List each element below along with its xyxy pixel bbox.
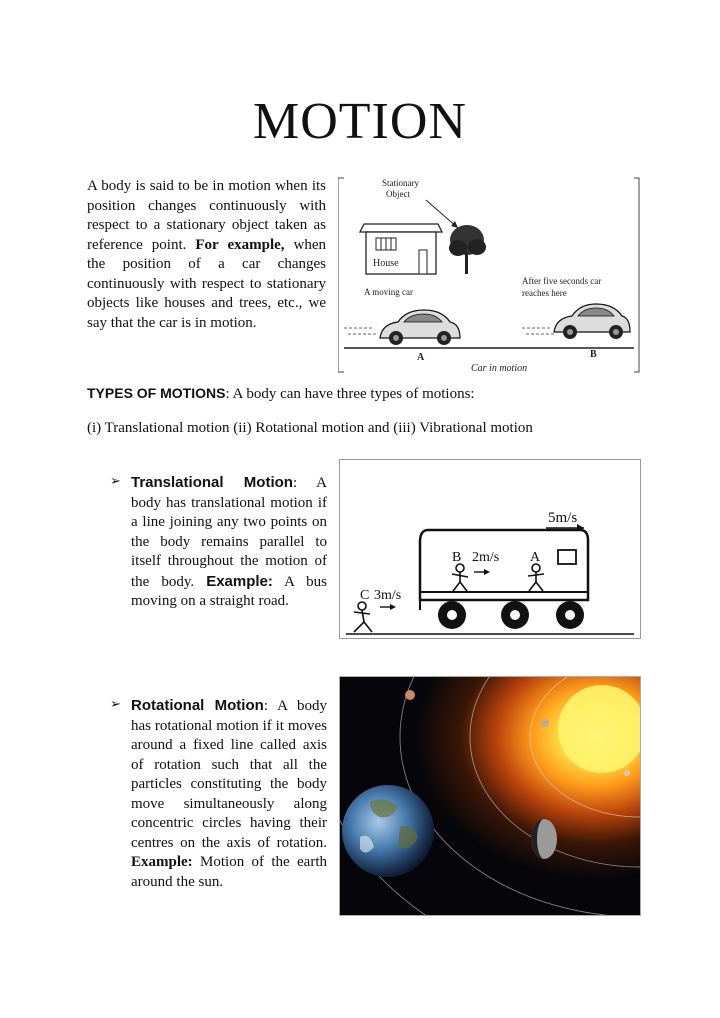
planet-icon [541,719,549,727]
figure-caption: Car in motion [471,363,528,374]
car-at-b-icon [522,304,630,339]
stationary-label-line1: Stationary [382,178,419,188]
intro-text: A body is said to be in motion when its position changes continuously with respect to a stationary object taken as reference point. [87,178,326,253]
page-title: MOTION [253,93,467,150]
intro-text-continued: when the position of a car changes continuously with respect to stationary objects like houses and trees, etc., we say that the car is in motion. [87,236,327,331]
planet-icon [624,770,630,776]
rotational-colon: : [263,698,268,714]
arrowhead-bullet-icon: ➢ [110,474,121,489]
types-heading-rest: : A body can have three types of motions: [225,386,475,402]
types-list-line: (i) Translational motion (ii) Rotational motion and (iii) Vibrational motion [87,420,533,436]
earth-icon [342,785,434,877]
person-c-label: C [360,588,370,603]
translational-example-label: Example: [206,572,273,590]
house-label: House [373,258,399,269]
bus-figure [339,459,641,639]
person-c-speed: 3m/s [374,588,402,603]
rotational-paragraph [131,696,327,892]
rotational-term: Rotational Motion [131,697,264,714]
translational-paragraph [131,473,327,612]
point-a-label: A [417,352,425,363]
person-b-label: B [452,550,462,565]
bus-icon [420,530,588,629]
translational-text: A body has translational motion if a line joining any two points on the body remains parallel to itself throughout the motion of the body. [131,475,327,590]
person-b-speed: 2m/s [472,550,500,565]
rotational-text: A body has rotational motion if it moves around a fixed line called axis of rotation such that all the particles constituting the body move simultaneously along concentric circles having their centres on the axis of rotation. [131,698,327,851]
translational-term: Translational Motion [131,474,293,491]
after-five-seconds-label: After five seconds car [522,276,602,286]
moving-car-label: A moving car [364,287,413,297]
types-heading: TYPES OF MOTIONS [87,385,226,401]
rotational-example-text: Motion of the earth around the sun. [131,854,327,890]
solar-system-image [339,676,641,916]
planet-icon [405,690,415,700]
types-heading-line [87,384,647,405]
rotational-example-label: Example: [131,854,193,870]
intro-example-label: For example, [195,236,285,253]
intro-paragraph [87,177,326,333]
car-at-a-icon [344,310,460,345]
bus-diagram [340,460,640,638]
bus-speed-label: 5m/s [548,510,578,526]
point-b-label: B [590,349,597,360]
solar-system-picture [340,677,640,915]
reaches-here-label: reaches here [522,288,567,298]
stationary-label-line2: Object [386,189,410,199]
translational-colon: : [292,475,298,491]
tree-icon [449,225,486,274]
car-in-motion-diagram [338,176,640,374]
person-a-label: A [530,550,541,565]
arrowhead-bullet-icon: ➢ [110,697,121,712]
car-in-motion-figure [338,176,640,374]
translational-example-text: A bus moving on a straight road. [131,573,327,609]
person-c-icon [354,602,372,632]
